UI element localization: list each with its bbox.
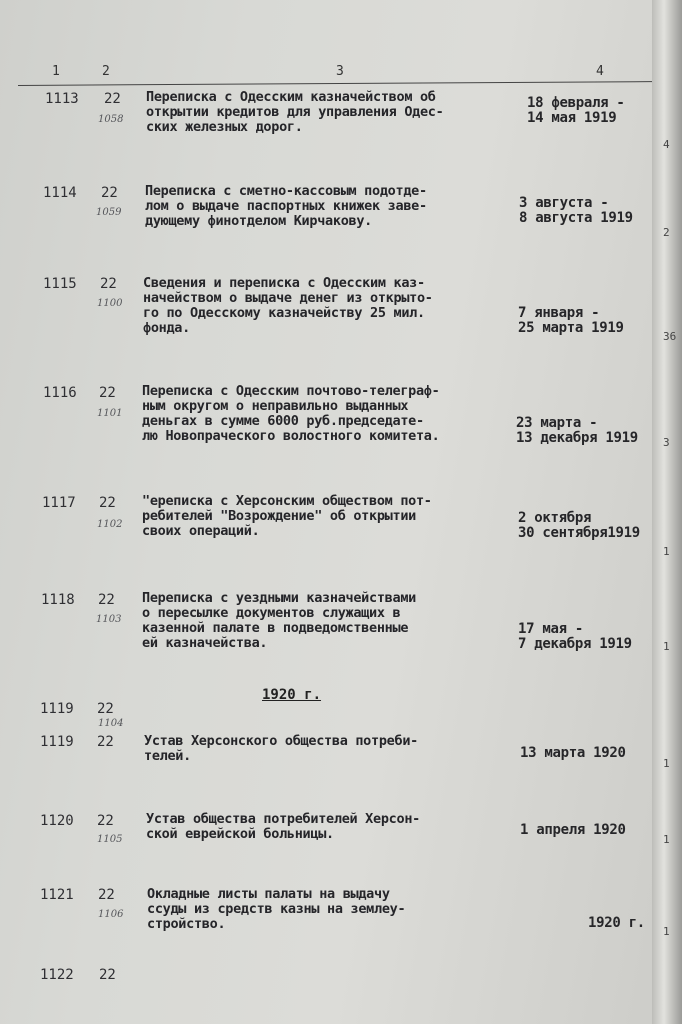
- fond-number: 22: [99, 495, 116, 511]
- edge-mark: 4: [663, 138, 670, 151]
- row-number: 1113: [45, 91, 79, 107]
- row-date: 2 октября 30 сентября1919: [518, 510, 640, 541]
- column-header-1: 1: [52, 64, 60, 79]
- fond-number: 22: [98, 887, 115, 903]
- row-number: 1117: [42, 495, 76, 511]
- fond-number: 22: [97, 701, 114, 717]
- row-description: Переписка с уездными казначействами о пересылке документов служащих в казенной палате в подведомственные ей казначейства.: [142, 590, 416, 651]
- row-date: 7 января - 25 марта 1919: [518, 305, 624, 336]
- fond-number: 22: [100, 276, 117, 292]
- row-date: 1 апреля 1920: [520, 822, 626, 838]
- handwritten-number: 1101: [97, 408, 123, 419]
- row-number: 1121: [40, 887, 74, 903]
- row-description: Сведения и переписка с Одесским каз- начейством о выдаче денег из открыто- го по Одесскому казначейству 25 мил. фонда.: [143, 275, 433, 336]
- row-number: 1122: [40, 967, 74, 983]
- row-number: 1118: [41, 592, 75, 608]
- fond-number: 22: [99, 967, 116, 983]
- edge-mark: 1: [663, 833, 670, 846]
- row-description: Переписка с Одесским казначейством об открытии кредитов для управления Одес- ских железных дорог.: [146, 89, 444, 135]
- edge-mark: 1: [663, 925, 670, 938]
- fond-number: 22: [97, 734, 114, 750]
- row-number: 1116: [43, 385, 77, 401]
- row-description: Переписка с сметно-кассовым подотде- лом о выдаче паспортных книжек заве- дующему финотделом Кирчакову.: [145, 183, 427, 229]
- page-edge: [652, 0, 682, 1024]
- edge-mark: 1: [663, 640, 670, 653]
- column-header-2: 2: [102, 64, 110, 79]
- row-date: 17 мая - 7 декабря 1919: [518, 621, 632, 652]
- edge-mark: 1: [663, 757, 670, 770]
- row-date: 13 марта 1920: [520, 745, 626, 761]
- edge-mark: 2: [663, 226, 670, 239]
- handwritten-number: 1102: [97, 519, 123, 530]
- row-date: 18 февраля - 14 мая 1919: [527, 95, 625, 126]
- handwritten-number: 1059: [96, 207, 122, 218]
- handwritten-number: 1058: [98, 114, 124, 125]
- row-number: 1119: [40, 701, 74, 717]
- header-rule: [18, 81, 662, 86]
- row-date: 3 августа - 8 августа 1919: [519, 195, 633, 226]
- fond-number: 22: [99, 385, 116, 401]
- handwritten-number: 1100: [97, 298, 123, 309]
- year-heading: 1920 г.: [262, 687, 322, 703]
- row-date: 1920 г.: [588, 915, 645, 931]
- fond-number: 22: [101, 185, 118, 201]
- handwritten-number: 1105: [97, 834, 123, 845]
- row-date: 23 марта - 13 декабря 1919: [516, 415, 638, 446]
- edge-mark: 36: [663, 330, 677, 343]
- column-header-4: 4: [596, 64, 604, 79]
- handwritten-number: 1104: [98, 718, 124, 729]
- row-description: Устав общества потребителей Херсон- ской еврейской больницы.: [146, 811, 420, 842]
- edge-mark: 3: [663, 436, 670, 449]
- row-number: 1115: [43, 276, 77, 292]
- column-header-3: 3: [336, 64, 344, 79]
- edge-mark: 1: [663, 545, 670, 558]
- fond-number: 22: [104, 91, 121, 107]
- row-number: 1120: [40, 813, 74, 829]
- row-description: "ереписка с Херсонским обществом пот- ребителей "Возрождение" об открытии своих операций.: [142, 493, 432, 539]
- row-number: 1119: [40, 734, 74, 750]
- handwritten-number: 1106: [98, 909, 124, 920]
- row-number: 1114: [43, 185, 77, 201]
- fond-number: 22: [97, 813, 114, 829]
- handwritten-number: 1103: [96, 614, 122, 625]
- row-description: Переписка с Одесским почтово-телеграф- ным округом о неправильно выданных деньгах в сумме 6000 руб.председате- лю Новопраческого волостного комитета.: [142, 383, 440, 444]
- row-description: Окладные листы палаты на выдачу ссуды из средств казны на землеу- стройство.: [147, 886, 406, 932]
- fond-number: 22: [98, 592, 115, 608]
- row-description: Устав Херсонского общества потреби- телей.: [144, 733, 418, 764]
